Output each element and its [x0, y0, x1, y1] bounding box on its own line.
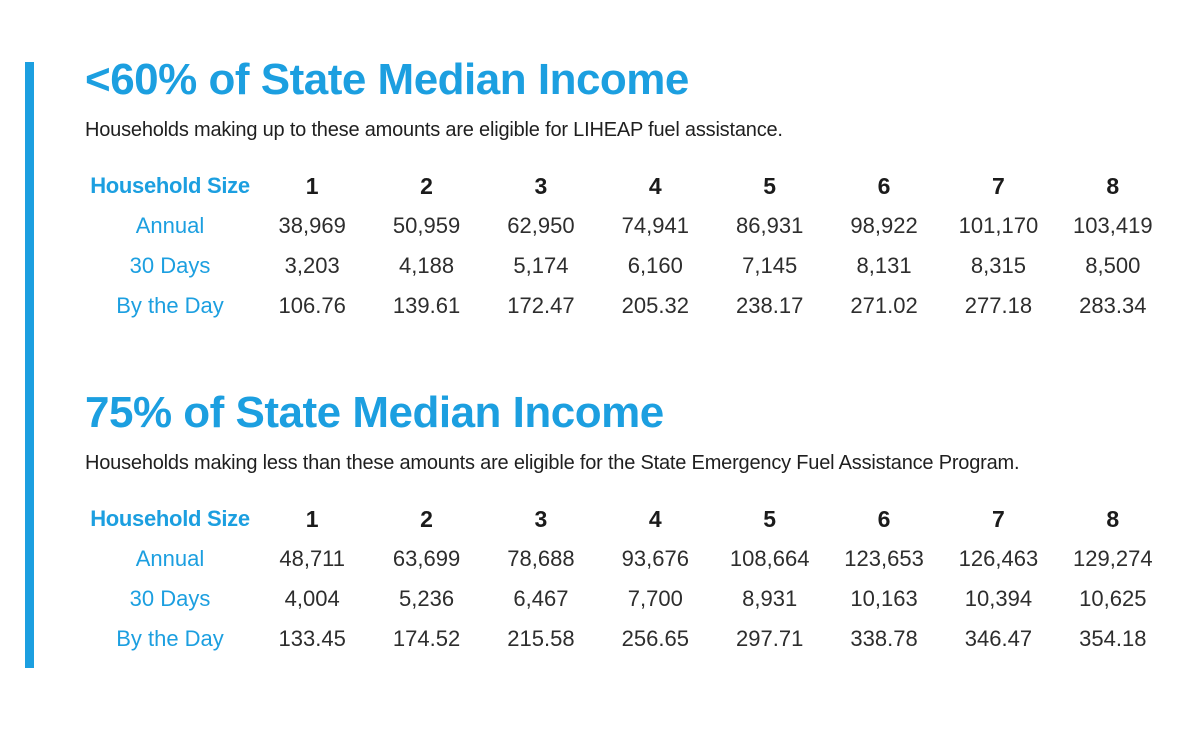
table-cell: 3,203: [284, 253, 340, 279]
table-cell: 93,676: [621, 546, 689, 572]
column-header: 2: [420, 505, 433, 532]
table-cell: 205.32: [621, 293, 689, 319]
table-cell: 172.47: [507, 293, 575, 319]
table-cell: 6,467: [513, 586, 569, 612]
table-cell: 238.17: [736, 293, 804, 319]
table-cell: 126,463: [958, 546, 1039, 572]
table-cell: 4,004: [284, 586, 340, 612]
row-label: By the Day: [116, 293, 224, 319]
income-table-liheap: [85, 166, 1170, 326]
column-header: 6: [877, 505, 891, 532]
column-header: 5: [763, 172, 777, 199]
table-cell: 297.71: [736, 626, 804, 652]
table-cell: 5,236: [399, 586, 455, 612]
table-cell: 8,315: [970, 253, 1026, 279]
section-under-60-percent-smi: [85, 0, 1170, 326]
column-header: 3: [534, 505, 548, 532]
table-cell: 62,950: [507, 213, 575, 239]
section-title: 75% of State Median Income: [85, 388, 664, 438]
table-cell: 74,941: [621, 213, 689, 239]
row-label: 30 Days: [129, 586, 211, 612]
table-cell: 5,174: [513, 253, 569, 279]
section-75-percent-smi: [85, 390, 1170, 659]
table-cell: 283.34: [1079, 293, 1147, 319]
table-cell: 98,922: [850, 213, 918, 239]
table-cell: 7,700: [627, 586, 683, 612]
table-cell: 271.02: [850, 293, 918, 319]
row-label: Annual: [135, 213, 205, 239]
table-cell: 101,170: [958, 213, 1039, 239]
table-cell: 106.76: [278, 293, 346, 319]
table-cell: 174.52: [392, 626, 461, 652]
table-cell: 4,188: [399, 253, 455, 279]
column-header: 4: [648, 505, 662, 532]
table-cell: 8,931: [742, 586, 798, 612]
table-cell: 10,163: [850, 586, 918, 612]
table-cell: 338.78: [850, 626, 918, 652]
page-content: [85, 0, 1170, 659]
column-header: 5: [763, 505, 777, 532]
table-cell: 63,699: [392, 546, 461, 572]
table-cell: 133.45: [278, 626, 346, 652]
column-header: 1: [305, 172, 319, 199]
left-accent-bar: [25, 62, 34, 668]
section-subtitle: Households making up to these amounts are eligible for LIHEAP fuel assistance.: [85, 119, 783, 142]
table-cell: 8,131: [856, 253, 912, 279]
table-cell: 10,625: [1079, 586, 1147, 612]
row-label: 30 Days: [129, 253, 211, 279]
table-cell: 48,711: [279, 546, 346, 572]
table-cell: 6,160: [627, 253, 683, 279]
section-subtitle: Households making less than these amounts are eligible for the State Emergency Fuel Assistance Program.: [85, 452, 1020, 475]
table-cell: 78,688: [507, 546, 575, 572]
table-cell: 277.18: [964, 293, 1033, 319]
table-cell: 50,959: [392, 213, 461, 239]
table-cell: 123,653: [844, 546, 924, 572]
row-header-household-size: Household Size: [90, 506, 250, 532]
table-cell: 7,145: [742, 253, 798, 279]
table-cell: 103,419: [1073, 213, 1153, 239]
table-cell: 215.58: [507, 626, 575, 652]
column-header: 7: [992, 172, 1005, 199]
table-cell: 10,394: [964, 586, 1033, 612]
column-header: 1: [305, 505, 319, 532]
table-cell: 129,274: [1073, 546, 1153, 572]
row-header-household-size: Household Size: [90, 173, 250, 199]
table-cell: 139.61: [392, 293, 461, 319]
column-header: 3: [534, 172, 548, 199]
section-title: <60% of State Median Income: [85, 55, 689, 104]
table-cell: 108,664: [729, 546, 810, 572]
column-header: 6: [877, 172, 891, 199]
column-header: 8: [1106, 505, 1120, 532]
income-table-state-emergency: [85, 499, 1170, 659]
table-cell: 86,931: [736, 213, 804, 239]
column-header: 4: [648, 172, 662, 199]
table-cell: 8,500: [1085, 253, 1141, 279]
column-header: 2: [420, 172, 433, 199]
table-cell: 38,969: [278, 213, 346, 239]
table-cell: 256.65: [621, 626, 689, 652]
column-header: 8: [1106, 172, 1120, 199]
table-cell: 354.18: [1079, 626, 1147, 652]
table-cell: 346.47: [964, 626, 1033, 652]
row-label: Annual: [135, 546, 205, 572]
column-header: 7: [992, 505, 1005, 532]
row-label: By the Day: [116, 626, 224, 652]
